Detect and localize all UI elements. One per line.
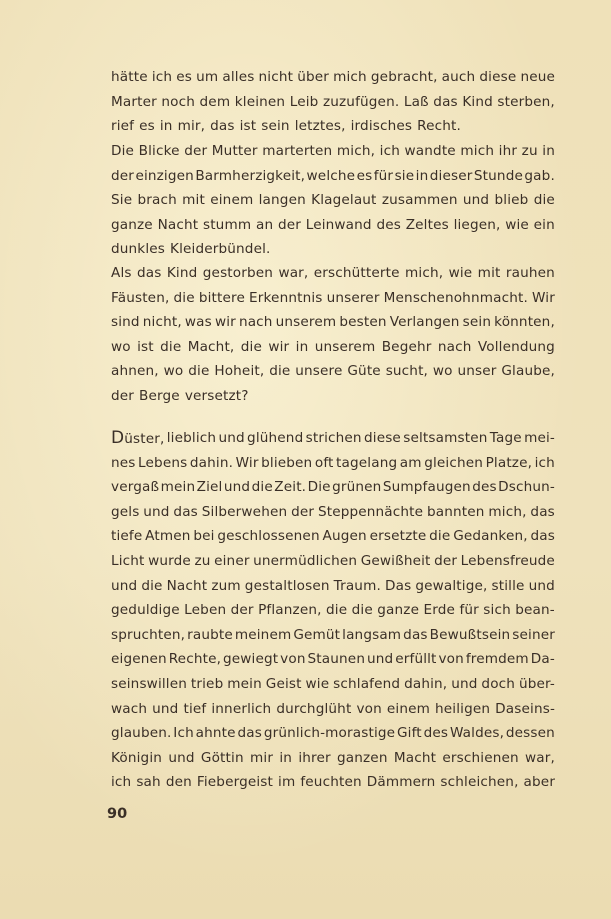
text-line: eigenen Rechte, gewiegt von Staunen und erfüllt von fremdem Da-: [111, 651, 555, 668]
text-line: Fäusten, die bittere Erkenntnis unserer Menschenohnmacht. Wir: [111, 289, 555, 306]
text-line: sind nicht, was wir nach unserem besten Verlangen sein könnten,: [111, 314, 555, 331]
text-line: Licht wurde zu einer unermüdlichen Gewißheit der Lebensfreude: [111, 552, 555, 569]
text-line: Marter noch dem kleinen Leib zuzufügen. Laß das Kind sterben,: [111, 93, 555, 110]
text-line: tiefe Atmen bei geschlossenen Augen ersetzte die Gedanken, das: [111, 528, 555, 545]
paragraph-2: [111, 139, 555, 262]
text-line: ich sah den Fiebergeist im feuchten Dämmern schleichen, aber: [111, 774, 556, 791]
text-line: ahnen, wo die Hoheit, die unsere Güte sucht, wo unser Glaube,: [111, 363, 555, 380]
text-line: Sie brach mit einem langen Klagelaut zusammen und blieb die: [111, 192, 555, 209]
text-line: seinswillen trieb mein Geist wie schlafend dahin, und doch über-: [111, 675, 555, 692]
text-line: geduldige Leben der Pflanzen, die die ganze Erde für sich bean-: [111, 602, 555, 619]
text-line: und die Nacht zum gestaltlosen Traum. Das gewaltige, stille und: [111, 577, 555, 594]
text-line: hätte ich es um alles nicht über mich gebracht, auch diese neue: [111, 69, 555, 85]
paragraph-1: [111, 65, 555, 139]
text-line: gels und das Silberwehen der Steppennächte bannten mich, das: [111, 503, 555, 520]
text-line: ganze Nacht stumm an der Leinwand des Zeltes liegen, wie ein: [111, 216, 555, 233]
text-line: der Berge versetzt?: [111, 387, 249, 404]
drop-cap: D: [111, 428, 125, 448]
text-line: dunkles Kleiderbündel.: [111, 241, 271, 258]
text-line: wo ist die Macht, die wir in unserem Begehr nach Vollendung: [111, 338, 555, 355]
text-line: wach und tief innerlich durchglüht von einem heiligen Daseins-: [111, 700, 555, 717]
text-line: nes Lebens dahin. Wir blieben oft tagelang am gleichen Platze, ich: [111, 454, 555, 471]
text-line: der einzigen Barmherzigkeit, welche es für sie in dieser Stunde gab.: [111, 167, 555, 184]
text-line: Düster, lieblich und glühend strichen diese seltsamsten Tage mei-: [111, 426, 555, 451]
text-line: Als das Kind gestorben war, erschütterte mich, wie mit rauhen: [111, 265, 555, 281]
text-line: spruchten, raubte meinem Gemüt langsam das Bewußtsein seiner: [111, 626, 555, 643]
text-line: vergaß mein Ziel und die Zeit. Die grünen Sumpfaugen des Dschun-: [111, 479, 555, 496]
text-line: Königin und Göttin mir in ihrer ganzen Macht erschienen war,: [111, 749, 555, 766]
text-line: Die Blicke der Mutter marterten mich, ich wandte mich ihr zu in: [111, 143, 555, 159]
text-line: glauben. Ich ahnte das grünlich-morastige Gift des Waldes, dessen: [111, 725, 555, 742]
paragraph-4: [111, 426, 555, 795]
text-line: rief es in mir, das ist sein letztes, irdisches Recht.: [111, 118, 461, 135]
paragraph-3: [111, 261, 555, 409]
page-number: 90: [107, 806, 128, 822]
